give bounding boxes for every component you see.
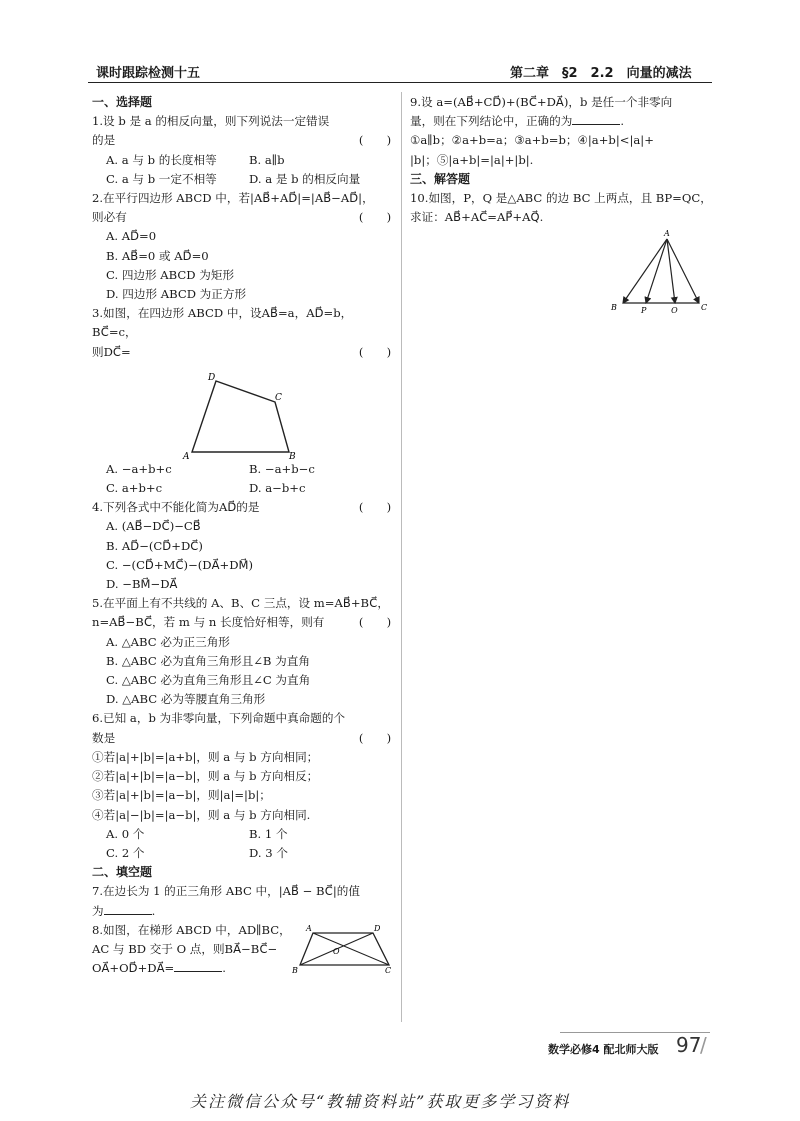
q3-stem-line2: 则DC⃗= bbox=[92, 344, 131, 359]
q3-options-cd bbox=[92, 479, 392, 498]
right-column bbox=[410, 93, 712, 313]
q3-quadrilateral-shape bbox=[192, 381, 289, 452]
q9-stem-line4: |b|；⑤|a+b|=|a|+|b|. bbox=[410, 152, 534, 167]
left-column bbox=[92, 93, 392, 978]
q8-answer-blank[interactable] bbox=[174, 959, 222, 972]
q2-answer-paren: ( ) bbox=[358, 210, 392, 225]
section-fill-title: 二、填空题 bbox=[92, 865, 153, 880]
q10-stem-line1: 10.如图，P，Q 是△ABC 的边 BC 上两点，且 BP=QC， bbox=[410, 191, 712, 206]
q5-option-c: C. △ABC 必为直角三角形且∠C 为直角 bbox=[106, 673, 311, 688]
footer-book-title: 数学必修4 配北师大版 bbox=[548, 1043, 659, 1056]
q2-option-d: D. 四边形 ABCD 为正方形 bbox=[106, 287, 247, 302]
q8-label-o: O bbox=[333, 946, 340, 956]
question-9 bbox=[410, 93, 712, 170]
q10-label-b: B bbox=[611, 303, 617, 313]
q9-stem-line1: 9.设 a=(AB⃗+CD⃗)+(BC⃗+DA⃗)，b 是任一个非零向 bbox=[410, 95, 673, 109]
q6-option-a: A. 0 个 bbox=[106, 826, 145, 841]
q1-stem-line1: 1.设 b 是 a 的相反向量，则下列说法一定错误 bbox=[92, 114, 330, 129]
q1-stem-line2: 的是 bbox=[92, 133, 116, 148]
q3-label-d: D bbox=[208, 372, 216, 383]
question-5 bbox=[92, 594, 392, 709]
q2-option-b: B. AB⃗=0 或 AD⃗=0 bbox=[106, 248, 209, 263]
q7-stem-line2: 为 bbox=[92, 903, 104, 918]
q2-stem-line1: 2.在平行四边形 ABCD 中，若|AB⃗+AD⃗|=|AB⃗−AD⃗|， bbox=[92, 191, 374, 206]
q8-stem-line3: OA⃗+OD⃗+DA⃗= bbox=[92, 961, 175, 976]
q6-options-ab bbox=[92, 825, 392, 844]
q1-option-b: B. a∥b bbox=[249, 152, 285, 167]
q4-answer-paren: ( ) bbox=[358, 500, 392, 515]
q6-option-b: B. 1 个 bbox=[249, 826, 288, 841]
q1-answer-paren: ( ) bbox=[358, 133, 392, 148]
q3-option-c: C. a+b+c bbox=[106, 481, 163, 496]
q10-label-q: Q bbox=[671, 306, 678, 314]
q10-stem-line2: 求证：AB⃗+AC⃗=AP⃗+AQ⃗. bbox=[410, 210, 544, 225]
q6-answer-paren: ( ) bbox=[358, 730, 392, 745]
q10-vector-ab bbox=[623, 239, 667, 303]
q3-answer-paren: ( ) bbox=[358, 344, 392, 359]
q4-option-c: C. −(CD⃗+MC⃗)−(DA⃗+DM⃗) bbox=[106, 557, 254, 572]
q10-label-p: P bbox=[641, 306, 647, 314]
question-6 bbox=[92, 709, 392, 863]
q1-options-ab bbox=[92, 151, 392, 170]
q6-statement-1: ①若|a|+|b|=|a+b|，则 a 与 b 方向相同； bbox=[92, 749, 319, 764]
q7-stem-line1: 7.在边长为 1 的正三角形 ABC 中，|AB⃗ − BC⃗|的值 bbox=[92, 884, 360, 899]
q8-label-d: D bbox=[374, 923, 381, 933]
q5-option-b: B. △ABC 必为直角三角形且∠B 为直角 bbox=[106, 653, 310, 668]
q9-answer-blank[interactable] bbox=[572, 112, 620, 125]
q6-statement-2: ②若|a|+|b|=|a−b|，则 a 与 b 方向相反； bbox=[92, 769, 319, 784]
q3-label-a: A bbox=[183, 451, 190, 460]
q4-option-d: D. −BM⃗−DA⃗ bbox=[106, 577, 178, 592]
section-answer-title: 三、解答题 bbox=[410, 171, 471, 186]
q6-option-d: D. 3 个 bbox=[249, 845, 288, 860]
q8-stem-line2: AC 与 BD 交于 O 点，则BA⃗−BC⃗− bbox=[92, 941, 278, 956]
header-left-title: 课时跟踪检测十五 bbox=[96, 66, 201, 81]
q6-statement-3: ③若|a|+|b|=|a−b|，则|a|=|b|； bbox=[92, 788, 271, 803]
q5-option-a: A. △ABC 必为正三角形 bbox=[106, 634, 230, 649]
q4-option-b: B. AD⃗−(CD⃗+DC⃗) bbox=[106, 538, 203, 553]
q8-stem-line1: 8.如图，在梯形 ABCD 中，AD∥BC， bbox=[92, 922, 291, 937]
q1-option-a: A. a 与 b 的长度相等 bbox=[106, 152, 217, 167]
question-3 bbox=[92, 304, 392, 498]
q3-stem-line1: 3.如图，在四边形 ABCD 中，设AB⃗=a，AD⃗=b，BC⃗=c， bbox=[92, 306, 353, 340]
question-2 bbox=[92, 189, 392, 304]
q8-trapezoid-shape bbox=[300, 933, 389, 965]
header-rule bbox=[88, 82, 712, 83]
q8-label-c: C bbox=[385, 965, 392, 975]
q6-option-c: C. 2 个 bbox=[106, 845, 145, 860]
q8-trapezoid-figure bbox=[292, 923, 392, 975]
q3-options-ab bbox=[92, 460, 392, 479]
q3-label-c: C bbox=[275, 392, 282, 403]
q3-option-a: A. −a+b+c bbox=[106, 461, 172, 476]
header-right-chapter: 第二章 §2 2.2 向量的减法 bbox=[510, 66, 692, 81]
q8-diagonal-ac bbox=[313, 933, 389, 965]
q4-stem-line1: 4.下列各式中不能化简为AD⃗的是 bbox=[92, 500, 260, 515]
question-10 bbox=[410, 189, 712, 313]
question-8 bbox=[92, 921, 392, 979]
q9-stem-line2: 量，则在下列结论中，正确的为 bbox=[410, 114, 573, 129]
q2-stem-line2: 则必有 bbox=[92, 210, 127, 225]
q4-option-a: A. (AB⃗−DC⃗)−CB⃗ bbox=[106, 519, 201, 534]
q3-label-b: B bbox=[289, 451, 296, 460]
footer-banner: 关注微信公众号“教辅资料站”获取更多学习资料 bbox=[190, 1092, 571, 1111]
q5-answer-paren: ( ) bbox=[358, 615, 392, 630]
q6-statement-4: ④若|a|−|b|=|a−b|，则 a 与 b 方向相同. bbox=[92, 807, 311, 822]
q10-vector-ap bbox=[646, 239, 667, 303]
q9-stem-line3: ①a∥b；②a+b=a；③a+b=b；④|a+b|<|a|+ bbox=[410, 133, 654, 148]
q8-end: . bbox=[222, 961, 226, 976]
q10-label-a: A bbox=[664, 229, 670, 239]
question-7 bbox=[92, 882, 392, 920]
q3-option-d: D. a−b+c bbox=[249, 481, 306, 496]
q1-option-d: D. a 是 b 的相反向量 bbox=[249, 171, 361, 186]
q10-vector-aq bbox=[667, 239, 675, 303]
q2-option-c: C. 四边形 ABCD 为矩形 bbox=[106, 267, 235, 282]
q7-answer-blank[interactable] bbox=[104, 902, 152, 915]
q5-option-d: D. △ABC 必为等腰直角三角形 bbox=[106, 692, 266, 707]
question-1 bbox=[92, 112, 392, 189]
q2-option-a: A. AD⃗=0 bbox=[106, 229, 157, 244]
q3-option-b: B. −a+b−c bbox=[249, 461, 315, 476]
page-number: 97 bbox=[676, 1033, 702, 1057]
q1-options-cd bbox=[92, 170, 392, 189]
q7-end: . bbox=[151, 903, 156, 918]
q6-stem-line1: 6.已知 a，b 为非零向量，下列命题中真命题的个 bbox=[92, 711, 346, 726]
q5-stem-line1: 5.在平面上有不共线的 A、B、C 三点，设 m=AB⃗+BC⃗， bbox=[92, 596, 389, 611]
q3-quadrilateral-figure bbox=[92, 362, 392, 460]
section-choice-title: 一、选择题 bbox=[92, 95, 153, 109]
q8-label-b: B bbox=[292, 965, 298, 975]
q9-end: . bbox=[620, 114, 625, 129]
q10-label-c: C bbox=[701, 303, 708, 313]
column-divider bbox=[401, 92, 402, 1022]
q10-vector-ac bbox=[667, 239, 699, 303]
q6-options-cd bbox=[92, 844, 392, 863]
q1-option-c: C. a 与 b 一定不相等 bbox=[106, 171, 217, 186]
question-4 bbox=[92, 498, 392, 594]
q10-triangle-figure bbox=[410, 227, 710, 313]
q6-stem-line2: 数是 bbox=[92, 730, 116, 745]
q5-stem-line2: n=AB⃗−BC⃗，若 m 与 n 长度恰好相等，则有 bbox=[92, 615, 325, 630]
footer-slash: / bbox=[700, 1033, 707, 1057]
q8-label-a: A bbox=[306, 923, 312, 933]
